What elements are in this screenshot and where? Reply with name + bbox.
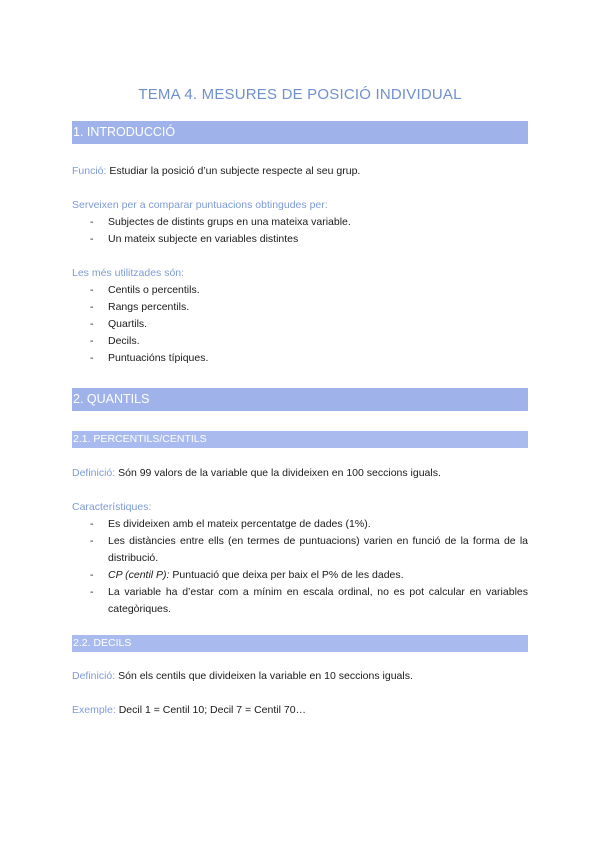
serveixen-list (72, 214, 528, 248)
caracteristiques-label: Característiques: (72, 501, 152, 513)
exemple-label: Exemple: (72, 704, 116, 716)
caracteristiques-paragraph (72, 499, 528, 516)
funcio-text: Estudiar la posició d’un subjecte respecte al seu grup. (109, 165, 361, 177)
funcio-label: Funció: (72, 165, 107, 177)
list-item: - Rangs percentils. (90, 301, 190, 313)
definicio-label: Definició: (72, 467, 116, 479)
utilitzades-paragraph (72, 265, 528, 282)
serveixen-label: Serveixen per a comparar puntuacions obtingudes per: (72, 199, 328, 211)
subsection-heading-decils: 2.2. DECILS (72, 635, 528, 652)
list-item: - La variable ha d’estar com a mínim en escala ordinal, no es pot calcular en variables categòriques. (90, 586, 528, 615)
section-heading-quantils: 2. QUANTILS (72, 388, 528, 411)
list-item: - Puntuacións típiques. (90, 352, 209, 364)
list-item: - Un mateix subjecte en variables distintes (90, 233, 299, 245)
decils-exemple (72, 702, 528, 719)
definicio-text: Són els centils que divideixen la variable en 10 seccions iguals. (118, 670, 413, 682)
decils-definicio (72, 668, 528, 685)
definicio-text: Són 99 valors de la variable que la divideixen en 100 seccions iguals. (118, 467, 441, 479)
definicio-label: Definició: (72, 670, 116, 682)
utilitzades-label: Les més utilitzades són: (72, 267, 185, 279)
list-item: - Es divideixen amb el mateix percentatge de dades (1%). (90, 518, 371, 530)
percentils-definicio (72, 465, 528, 482)
caracteristiques-list (72, 516, 528, 618)
subsection-heading-percentils: 2.1. PERCENTILS/CENTILS (72, 431, 528, 448)
exemple-text: Decil 1 = Centil 10; Decil 7 = Centil 70… (118, 704, 307, 716)
list-item: - Les distàncies entre ells (en termes de puntuacions) varien en funció de la forma de la distribució. (90, 535, 528, 564)
section-heading-introduccio: 1. INTRODUCCIÓ (72, 121, 528, 144)
page-title: TEMA 4. MESURES DE POSICIÓ INDIVIDUAL (138, 86, 462, 103)
list-item: - CP (centil P): Puntuació que deixa per baix el P% de les dades. (90, 569, 404, 581)
list-item: - Decils. (90, 335, 140, 347)
serveixen-paragraph (72, 197, 528, 214)
funcio-paragraph (72, 163, 528, 180)
list-item: - Centils o percentils. (90, 284, 200, 296)
list-item: - Quartils. (90, 318, 148, 330)
list-item: - Subjectes de distints grups en una mateixa variable. (90, 216, 351, 228)
utilitzades-list (72, 282, 528, 367)
cp-term: CP (centil P): (108, 569, 170, 581)
